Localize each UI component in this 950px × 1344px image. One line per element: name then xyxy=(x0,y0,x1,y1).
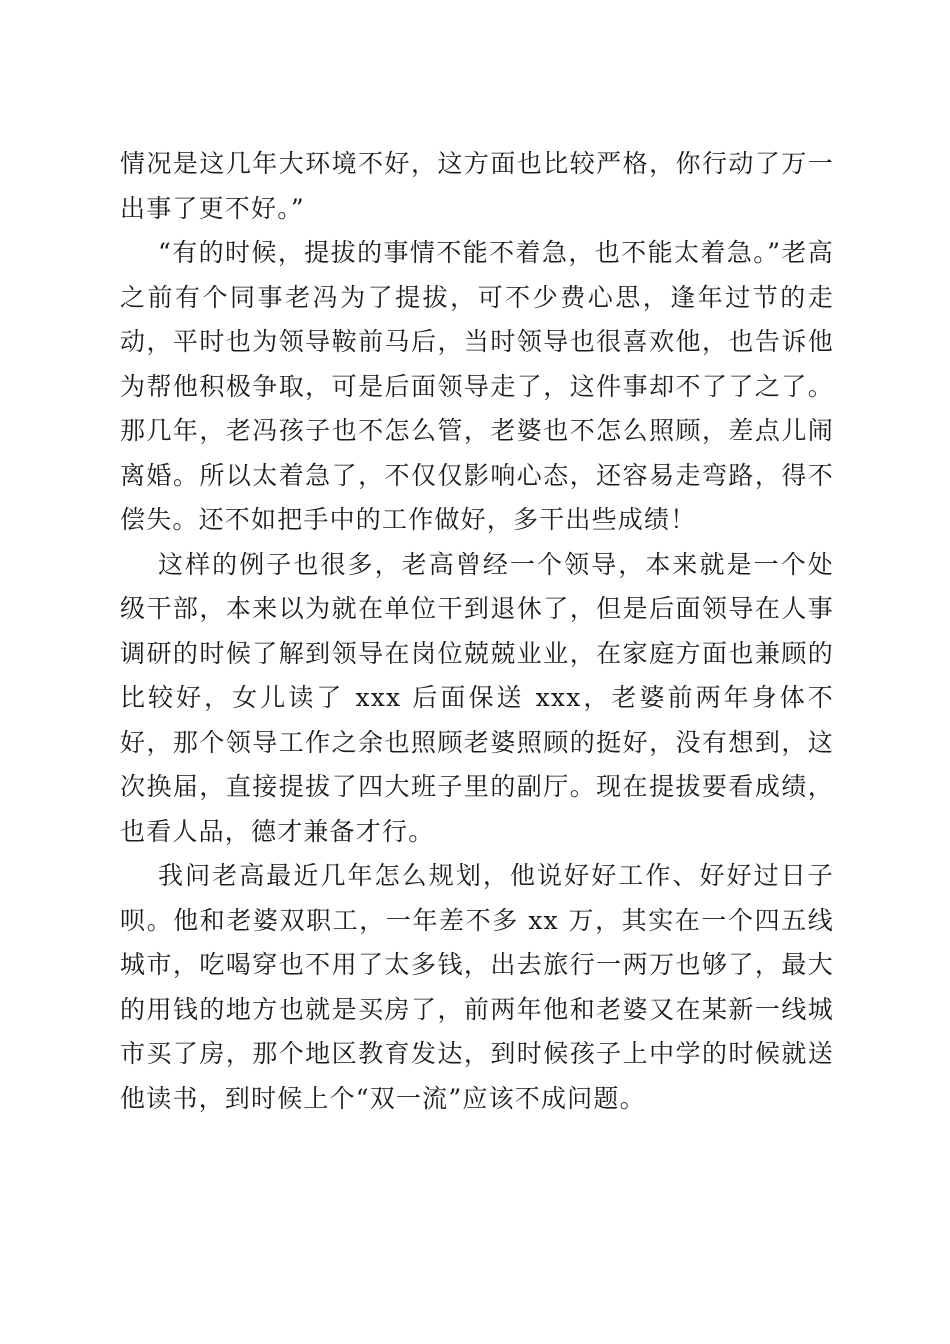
paragraph: 情况是这几年大环境不好，这方面也比较严格，你行动了万一出事了更不好。” xyxy=(120,149,834,223)
paragraph: “有的时候，提拔的事情不能不着急，也不能太着急。”老高之前有个同事老冯为了提拔，可不少费心思，逢年过节的走动，平时也为领导鞍前马后，当时领导也很喜欢他，也告诉他为帮他积极争取，可是后面领导走了，这件事却不了了之了。那几年，老冯孩子也不怎么管，老婆也不怎么照顾，差点儿闹离婚。所以太着急了，不仅仅影响心态，还容易走弯路，得不偿失。还不如把手中的工作做好，多干出些成绩！ xyxy=(120,238,834,534)
document-body xyxy=(120,142,834,1121)
paragraph: 我问老高最近几年怎么规划，他说好好工作、好好过日子呗。他和老婆双职工，一年差不多 xx 万，其实在一个四五线城市，吃喝穿也不用了太多钱，出去旅行一两万也够了，最大的用钱的地方也就是买房了，前两年他和老婆又在某新一线城市买了房，那个地区教育发达，到时候孩子上中学的时候就送他读书，到时候上个“双一流”应该不成问题。 xyxy=(120,861,834,1113)
paragraph: 这样的例子也很多，老高曾经一个领导，本来就是一个处级干部，本来以为就在单位干到退休了，但是后面领导在人事调研的时候了解到领导在岗位兢兢业业，在家庭方面也兼顾的比较好，女儿读了 xxx 后面保送 xxx，老婆前两年身体不好，那个领导工作之余也照顾老婆照顾的挺好，没有想到，这次换届，直接提拔了四大班子里的副厅。现在提拔要看成绩，也看人品，德才兼备才行。 xyxy=(120,549,834,846)
